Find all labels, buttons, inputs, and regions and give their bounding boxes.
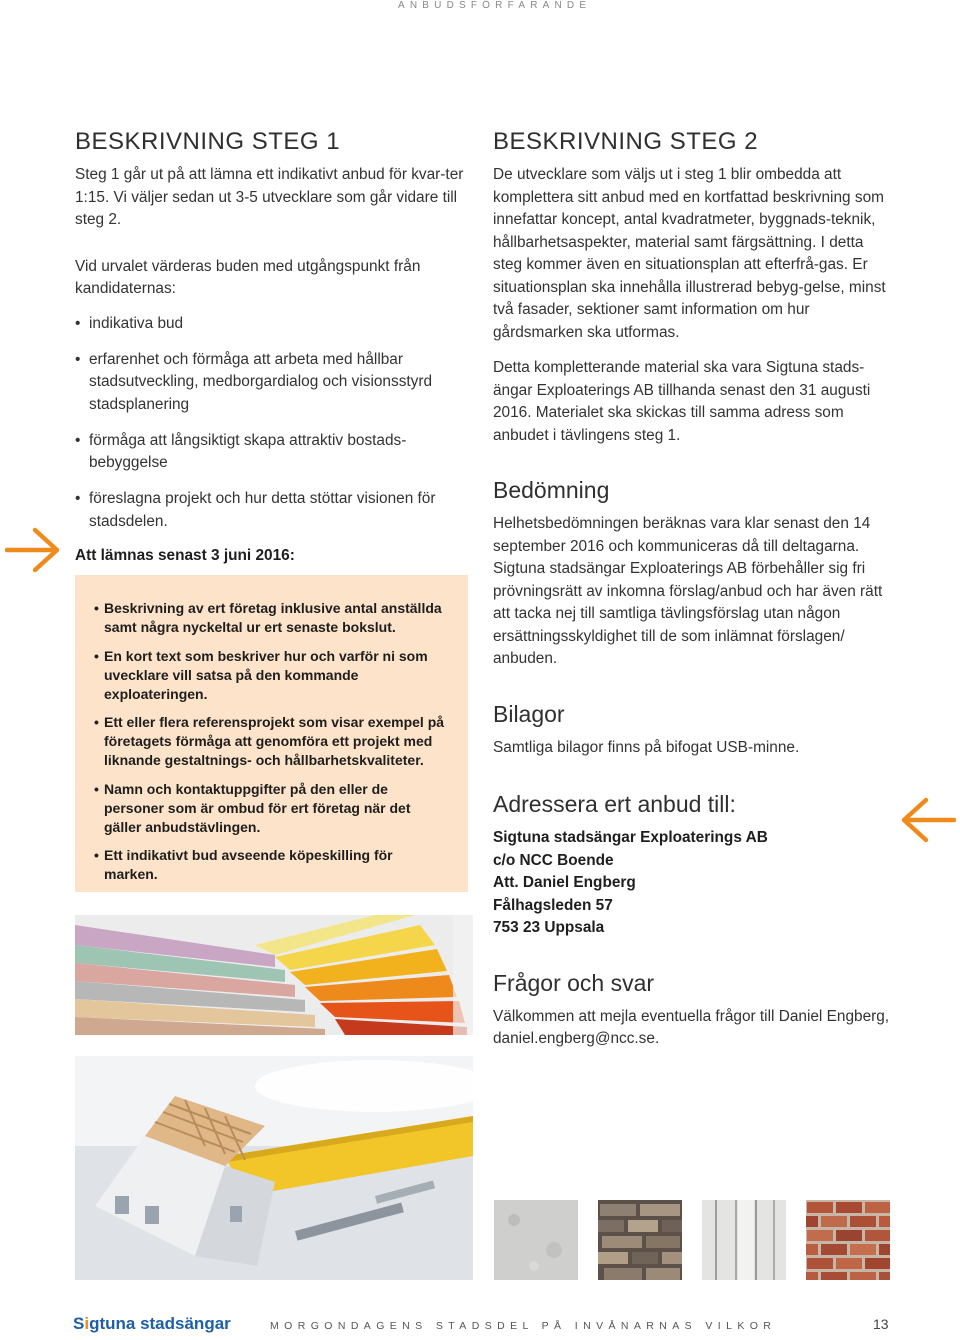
criteria-intro: Vid urvalet värderas buden med utgångspunkt från kandidaternas: (75, 257, 421, 297)
list-item: • förmåga att långsiktigt skapa attraktiv bostads-bebyggelse (75, 430, 470, 475)
list-item: • Ett indikativt bud avseende köpeskilling för marken. (96, 846, 448, 884)
address-line: 753 23 Uppsala (493, 919, 605, 936)
address-line: Fålhagsleden 57 (493, 896, 613, 914)
step2-deadline-text: Detta kompletterande material ska vara Sigtuna stads-ängar Exploaterings AB tillhanda senast den 31 augusti 2016. Materialet ska skickas till samma adress som anbudet i tävlingens steg 1. (493, 359, 871, 444)
stone-wall-texture (598, 1200, 682, 1280)
step2-title: BESKRIVNING STEG 2 (493, 128, 759, 155)
sigtuna-logo (73, 1314, 231, 1334)
footer-tagline: MORGONDAGENS STADSDEL PÅ INVÅNARNAS VILKOR (270, 1320, 777, 1332)
logo-accent: i (84, 1314, 90, 1333)
list-item: • Beskrivning av ert företag inklusive antal anställda samt några nyckeltal ur ert senaste bokslut. (96, 599, 448, 637)
address-block (493, 827, 893, 940)
requirements-box (75, 575, 468, 892)
requirements-list (75, 575, 468, 884)
page-number: 13 (873, 1316, 889, 1332)
deadline-heading: Att lämnas senast 3 juni 2016: (75, 546, 295, 564)
assessment-text: Helhetsbedömningen beräknas vara klar senast den 14 september 2016 och kommuniceras då till deltagarna. Sigtuna stadsängar Exploaterings AB förbehåller sig fri prövningsrätt av inkomna förslag/anbud och har även rätt att tacka nej till samtliga tävlingsförslag utan någon ersättningsskyldighet till de som inlämnat förslagen/ anbuden. (493, 515, 883, 667)
attachments-text: Samtliga bilagor finns på bifogat USB-minne. (493, 738, 800, 756)
logo-prefix: S (73, 1314, 85, 1333)
list-item: • föreslagna projekt och hur detta stöttar visionen för stadsdelen. (75, 488, 470, 533)
wood-panel-texture (702, 1200, 786, 1280)
brick-texture (806, 1200, 890, 1280)
left-column (75, 128, 470, 565)
list-item: • erfarenhet och förmåga att arbeta med hållbar stadsutveckling, medborgardialog och visionsstyrd stadsplanering (75, 349, 470, 417)
list-item: • indikativa bud (75, 313, 470, 336)
address-line: Sigtuna stadsängar Exploaterings AB (493, 829, 768, 846)
assessment-title: Bedömning (493, 477, 610, 503)
house-model-photo (75, 1056, 473, 1280)
arrow-right-icon (5, 526, 61, 574)
arrow-left-icon (900, 796, 956, 844)
qa-text: Välkommen att mejla eventuella frågor till Daniel Engberg, daniel.engberg@ncc.se. (493, 1007, 890, 1047)
color-swatches-photo (75, 915, 473, 1035)
criteria-list (75, 313, 470, 534)
section-header: ANBUDSFÖRFARANDE (398, 0, 592, 11)
concrete-texture (494, 1200, 578, 1280)
right-column (493, 128, 893, 1064)
qa-title: Frågor och svar (493, 969, 655, 996)
address-line: c/o NCC Boende (493, 851, 614, 869)
step2-text: De utvecklare som väljs ut i steg 1 blir ombedda att komplettera sitt anbud med en kortfattad beskrivning som innefattar koncept, antal kvadratmeter, byggnads-teknik, hållbarhetsaspekter, material samt färgsättning. I detta steg kommer även en situationsplan att efterfrå-gas. Er situationsplan ska innehålla illustrerad bebyg-gelse, minst två fasader, sektioner samt information om hur gårdsmarken ska utformas. (493, 166, 886, 341)
step1-intro: Steg 1 går ut på att lämna ett indikativt anbud för kvar-ter 1:15. Vi väljer sedan ut 3-5 utvecklare som går vidare till steg 2. (75, 166, 464, 228)
address-line: Att. Daniel Engberg (493, 874, 636, 891)
list-item: • En kort text som beskriver hur och varför ni som uvecklare vill satsa på den kommande exploateringen. (96, 647, 448, 704)
list-item: • Ett eller flera referensprojekt som visar exempel på företagets förmåga att genomföra ett projekt med liknande gestaltnings- och hållbarhetskvaliteter. (96, 713, 448, 770)
list-item: • Namn och kontaktuppgifter på den eller de personer som är ombud för ert företag när det gäller anbudstävlingen. (96, 780, 448, 837)
attachments-title: Bilagor (493, 700, 565, 727)
address-title: Adressera ert anbud till: (493, 791, 736, 817)
logo-text: gtuna stadsängar (89, 1314, 231, 1333)
step1-title: BESKRIVNING STEG 1 (75, 128, 341, 155)
